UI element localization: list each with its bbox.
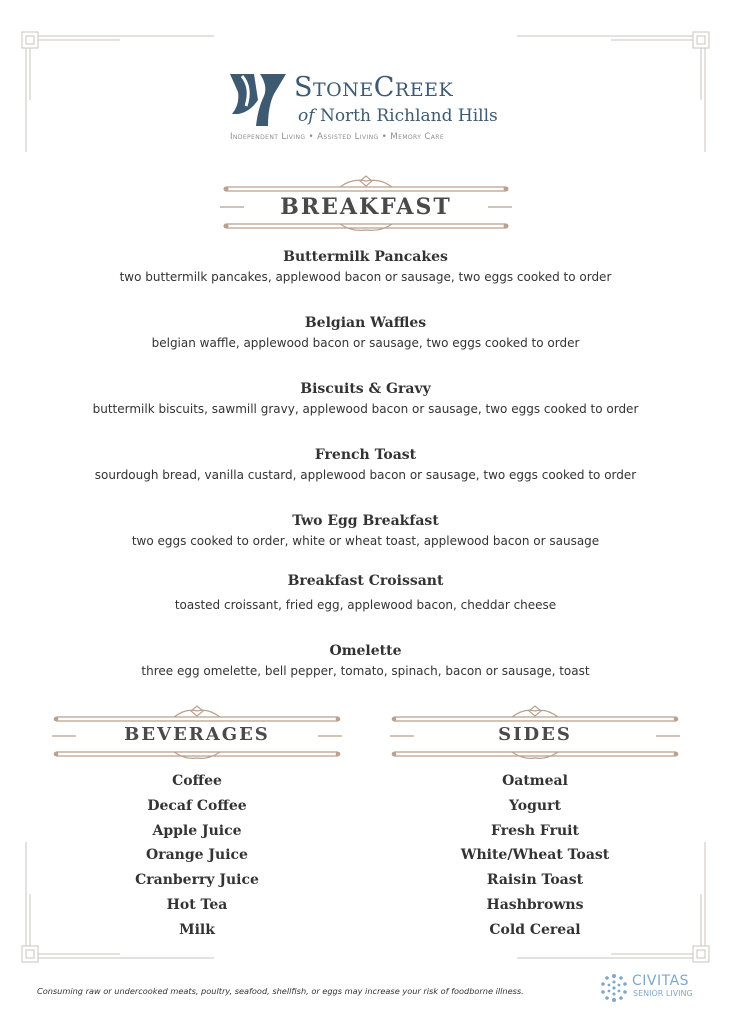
brand-location: [298, 106, 498, 126]
menu-item: [0, 249, 731, 284]
brand-name: StoneCreek: [294, 72, 454, 103]
menu-item-name: French Toast: [314, 447, 417, 463]
menu-item: [0, 643, 731, 678]
menu-item-name: Belgian Waffles: [304, 315, 427, 331]
brand-place: North Richland Hills: [319, 106, 498, 126]
menu-item-desc: two buttermilk pancakes, applewood bacon or sausage, two eggs cooked to order: [119, 270, 612, 284]
civitas-logo: [598, 972, 698, 1004]
beverage-item: Apple Juice: [152, 822, 242, 839]
beverage-item: Decaf Coffee: [147, 797, 247, 814]
brand-tagline: Independent Living • Assisted Living • Memory Care: [230, 132, 445, 142]
menu-item-desc: buttermilk biscuits, sawmill gravy, applewood bacon or sausage, two eggs cooked to order: [92, 402, 639, 416]
brand-of: of: [298, 106, 315, 126]
beverage-item: Coffee: [172, 773, 222, 789]
side-item: Cold Cereal: [489, 921, 581, 938]
menu-item-name: Two Egg Breakfast: [292, 513, 439, 529]
menu-item-desc: sourdough bread, vanilla custard, applewood bacon or sausage, two eggs cooked to order: [94, 468, 637, 482]
menu-item: [0, 381, 731, 416]
civitas-sub: SENIOR LIVING: [633, 989, 693, 998]
menu-item: [0, 447, 731, 482]
side-item: Hashbrowns: [486, 896, 584, 913]
side-item: White/Wheat Toast: [460, 847, 610, 864]
menu-item: [0, 315, 731, 350]
beverage-item: Cranberry Juice: [135, 872, 259, 889]
menu-item-desc: toasted croissant, fried egg, applewood bacon, cheddar cheese: [174, 598, 557, 612]
side-item: Yogurt: [509, 797, 561, 814]
sides-list: [390, 769, 680, 943]
brand-logo: [228, 68, 508, 148]
menu-item-name: Buttermilk Pancakes: [283, 249, 448, 265]
food-safety-disclaimer: Consuming raw or undercooked meats, poultry, seafood, shellfish, or eggs may increase your risk of foodborne illness.: [37, 986, 524, 996]
beverage-item: Milk: [179, 921, 215, 938]
menu-item-name: Breakfast Croissant: [287, 573, 444, 589]
menu-item-desc: belgian waffle, applewood bacon or sausage, two eggs cooked to order: [151, 336, 580, 350]
menu-item-desc: three egg omelette, bell pepper, tomato, spinach, bacon or sausage, toast: [141, 664, 590, 678]
menu-item-name: Biscuits & Gravy: [300, 381, 431, 397]
beverage-item: Hot Tea: [166, 896, 228, 913]
stonecreek-mark-icon: [228, 70, 288, 126]
civitas-name: CIVITAS: [632, 973, 690, 989]
beverages-title: BEVERAGES: [124, 724, 270, 745]
breakfast-title: BREAKFAST: [280, 194, 452, 220]
menu-item-name: Omelette: [329, 643, 402, 659]
sides-title: SIDES: [498, 724, 572, 745]
side-item: Raisin Toast: [486, 872, 584, 889]
side-item: Fresh Fruit: [491, 822, 579, 839]
menu-item: [0, 573, 731, 612]
side-item: Oatmeal: [502, 773, 568, 789]
menu-item: [0, 513, 731, 548]
menu-item-desc: two eggs cooked to order, white or wheat toast, applewood bacon or sausage: [131, 534, 600, 548]
beverages-list: [52, 769, 342, 943]
civitas-dots-icon: [598, 972, 630, 1004]
beverage-item: Orange Juice: [146, 847, 248, 864]
